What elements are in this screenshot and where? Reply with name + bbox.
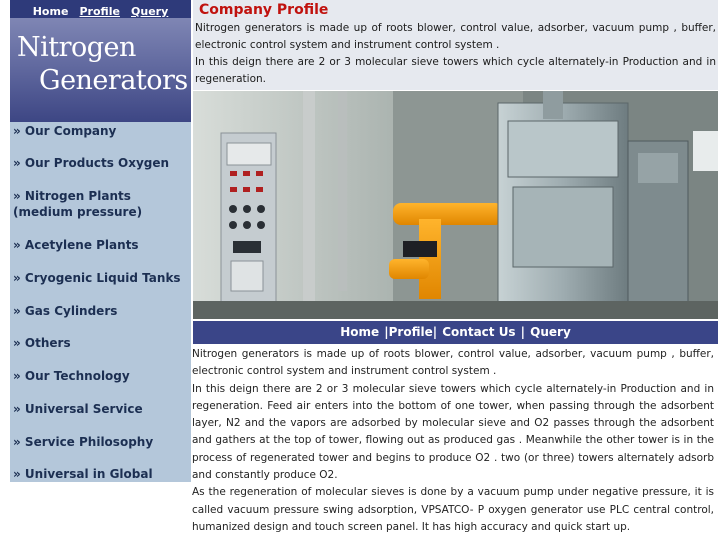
nav-query-link[interactable]: Query (131, 5, 169, 18)
sidebar-item-gas-cylinders[interactable]: » Gas Cylinders (13, 304, 118, 318)
sidebar-nav (10, 122, 191, 482)
bottom-nav-profile[interactable]: Profile (388, 325, 433, 339)
sidebar-item-others[interactable]: » Others (13, 336, 71, 350)
logo-line-1: Nitrogen (17, 32, 136, 63)
nav-profile-link[interactable]: Profile (79, 5, 120, 18)
sidebar-item-universal-service[interactable]: » Universal Service (13, 402, 143, 416)
body-paragraph-3: As the regeneration of molecular sieves is done by a vacuum pump under negative pressure, it is called vacuum pressure swing adsorption, VPSATCO- P oxygen generator use PLC central control, humanized design and touch screen panel. It has high accuracy and quick start up. (192, 486, 714, 533)
logo-line-2: Generators (39, 65, 188, 96)
sidebar-item-our-company[interactable]: » Our Company (13, 124, 117, 138)
sidebar-item-our-technology[interactable]: » Our Technology (13, 369, 130, 383)
body-paragraph-2: In this deign there are 2 or 3 molecular sieve towers which cycle alternately-in Production and in regeneration. Feed air enters into the bottom of one tower, when passing through the adsorbent layer, N2 and the vapors are adsorbed by molecular sieve and O2 passes through the adsorbent and gathers at the top of tower, flowing out as produced gas . Meanwhile the other tower is in the process of regenerated tower and begins to produce O2 . two (or three) towers alternately adsorb and constantly produce O2. (192, 382, 714, 482)
site-logo (10, 18, 191, 122)
nav-home-link[interactable]: Home (32, 5, 69, 18)
body-paragraph-1: Nitrogen generators is made up of roots blower, control value, adsorber, vacuum pump , buffer, electronic control system and instrument control system . (192, 348, 714, 378)
bottom-nav-separator-3: | (520, 325, 526, 339)
bottom-nav-contact[interactable]: Contact Us (442, 325, 516, 339)
sidebar-item-acetylene-plants[interactable]: » Acetylene Plants (13, 238, 139, 252)
profile-text-1: Nitrogen generators is made up of roots blower, control value, adsorber, vacuum pump , buffer, electronic control system and instrument control system . (195, 22, 716, 51)
sidebar-item-products-oxygen[interactable]: » Our Products Oxygen (13, 156, 170, 170)
body-content (192, 346, 714, 536)
bottom-nav-query[interactable]: Query (530, 325, 571, 339)
bottom-nav (193, 321, 718, 344)
plant-photo (193, 91, 718, 319)
plant-photo-illustration (193, 91, 718, 319)
bottom-nav-home[interactable]: Home (340, 325, 380, 339)
sidebar-item-universal-global[interactable]: » Universal in Global (13, 467, 153, 481)
sidebar-item-cryogenic-tanks[interactable]: » Cryogenic Liquid Tanks (13, 271, 181, 285)
company-profile-box (193, 0, 718, 90)
company-profile-text (195, 20, 716, 88)
profile-text-2: In this deign there are 2 or 3 molecular sieve towers which cycle alternately-in Production and in regeneration. (195, 56, 716, 85)
sidebar-item-nitrogen-plants[interactable]: » Nitrogen Plants (medium pressure) (13, 189, 143, 219)
bottom-nav-separator-1: | (384, 325, 389, 339)
company-profile-title: Company Profile (199, 2, 329, 18)
bottom-nav-separator-2: | (432, 325, 438, 339)
top-nav (10, 0, 191, 18)
sidebar-item-service-philosophy[interactable]: » Service Philosophy (13, 435, 154, 449)
